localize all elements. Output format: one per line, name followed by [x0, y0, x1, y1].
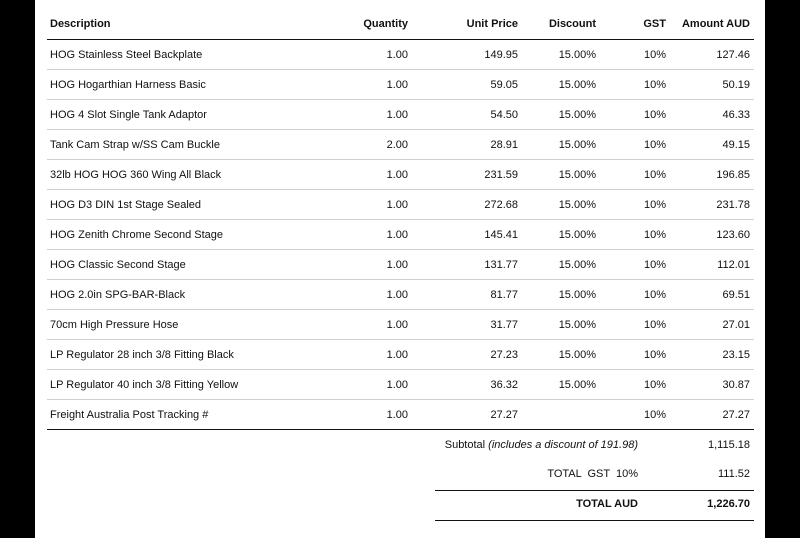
table-row: [47, 400, 754, 430]
item-discount: 15.00%: [522, 100, 600, 130]
item-discount: 15.00%: [522, 220, 600, 250]
item-description: HOG Stainless Steel Backplate: [47, 40, 322, 70]
grand-total-row: [435, 490, 754, 521]
item-description: HOG Zenith Chrome Second Stage: [47, 220, 322, 250]
gst-total-value: 111.52: [717, 468, 750, 480]
item-gst: 10%: [600, 190, 670, 220]
table-row: [47, 280, 754, 310]
item-gst: 10%: [600, 100, 670, 130]
item-amount: 23.15: [670, 340, 754, 370]
item-quantity: 2.00: [322, 130, 412, 160]
item-description: 70cm High Pressure Hose: [47, 310, 322, 340]
grand-total-value: 1,226.70: [707, 498, 750, 510]
item-unit-price: 36.32: [412, 370, 522, 400]
item-gst: 10%: [600, 340, 670, 370]
column-header-quantity: Quantity: [322, 8, 412, 40]
item-amount: 27.27: [670, 400, 754, 430]
table-row: [47, 190, 754, 220]
item-gst: 10%: [600, 160, 670, 190]
item-discount: 15.00%: [522, 190, 600, 220]
item-description: HOG D3 DIN 1st Stage Sealed: [47, 190, 322, 220]
item-amount: 49.15: [670, 130, 754, 160]
item-unit-price: 31.77: [412, 310, 522, 340]
table-row: [47, 40, 754, 70]
item-quantity: 1.00: [322, 40, 412, 70]
item-discount: 15.00%: [522, 340, 600, 370]
item-quantity: 1.00: [322, 310, 412, 340]
item-discount: 15.00%: [522, 280, 600, 310]
item-discount: [522, 400, 600, 430]
item-discount: 15.00%: [522, 40, 600, 70]
item-amount: 123.60: [670, 220, 754, 250]
column-header-discount: Discount: [522, 8, 600, 40]
item-gst: 10%: [600, 370, 670, 400]
item-description: HOG 4 Slot Single Tank Adaptor: [47, 100, 322, 130]
line-items-table: [47, 8, 754, 430]
item-description: HOG Classic Second Stage: [47, 250, 322, 280]
item-unit-price: 81.77: [412, 280, 522, 310]
item-discount: 15.00%: [522, 130, 600, 160]
table-row: [47, 100, 754, 130]
item-discount: 15.00%: [522, 250, 600, 280]
item-quantity: 1.00: [322, 160, 412, 190]
item-quantity: 1.00: [322, 70, 412, 100]
table-row: [47, 310, 754, 340]
item-discount: 15.00%: [522, 370, 600, 400]
item-unit-price: 272.68: [412, 190, 522, 220]
table-row: [47, 130, 754, 160]
item-quantity: 1.00: [322, 220, 412, 250]
item-amount: 196.85: [670, 160, 754, 190]
table-row: [47, 70, 754, 100]
item-quantity: 1.00: [322, 280, 412, 310]
item-quantity: 1.00: [322, 340, 412, 370]
item-gst: 10%: [600, 310, 670, 340]
column-header-gst: GST: [600, 8, 670, 40]
item-unit-price: 131.77: [412, 250, 522, 280]
item-amount: 27.01: [670, 310, 754, 340]
item-description: LP Regulator 40 inch 3/8 Fitting Yellow: [47, 370, 322, 400]
table-row: [47, 160, 754, 190]
item-quantity: 1.00: [322, 400, 412, 430]
item-gst: 10%: [600, 400, 670, 430]
table-row: [47, 220, 754, 250]
item-quantity: 1.00: [322, 370, 412, 400]
subtotal-discount-note: (includes a discount of 191.98): [488, 439, 638, 451]
item-description: LP Regulator 28 inch 3/8 Fitting Black: [47, 340, 322, 370]
item-unit-price: 59.05: [412, 70, 522, 100]
grand-total-label: TOTAL AUD: [576, 498, 638, 510]
item-gst: 10%: [600, 250, 670, 280]
subtotal-label: [445, 439, 638, 451]
column-header-description: Description: [47, 8, 322, 40]
item-gst: 10%: [600, 70, 670, 100]
item-quantity: 1.00: [322, 100, 412, 130]
item-unit-price: 28.91: [412, 130, 522, 160]
item-amount: 127.46: [670, 40, 754, 70]
item-description: 32lb HOG HOG 360 Wing All Black: [47, 160, 322, 190]
item-description: Tank Cam Strap w/SS Cam Buckle: [47, 130, 322, 160]
table-row: [47, 250, 754, 280]
item-amount: 69.51: [670, 280, 754, 310]
item-amount: 46.33: [670, 100, 754, 130]
column-header-unit-price: Unit Price: [412, 8, 522, 40]
subtotal-label-text: Subtotal: [444, 439, 486, 451]
item-discount: 15.00%: [522, 160, 600, 190]
item-description: Freight Australia Post Tracking #: [47, 400, 322, 430]
item-amount: 30.87: [670, 370, 754, 400]
item-description: HOG Hogarthian Harness Basic: [47, 70, 322, 100]
item-quantity: 1.00: [322, 250, 412, 280]
item-amount: 112.01: [670, 250, 754, 280]
table-row: [47, 370, 754, 400]
line-items-body: [47, 40, 754, 430]
item-unit-price: 27.23: [412, 340, 522, 370]
item-gst: 10%: [600, 130, 670, 160]
totals-section: [435, 431, 754, 521]
invoice-page: [35, 0, 765, 538]
item-gst: 10%: [600, 280, 670, 310]
item-discount: 15.00%: [522, 310, 600, 340]
item-unit-price: 54.50: [412, 100, 522, 130]
table-row: [47, 340, 754, 370]
gst-total-label: TOTAL GST 10%: [547, 468, 638, 480]
gst-total-row: [435, 460, 754, 489]
item-quantity: 1.00: [322, 190, 412, 220]
item-description: HOG 2.0in SPG-BAR-Black: [47, 280, 322, 310]
item-unit-price: 231.59: [412, 160, 522, 190]
column-header-amount: Amount AUD: [670, 8, 754, 40]
item-amount: 231.78: [670, 190, 754, 220]
subtotal-row: [435, 431, 754, 460]
table-header-row: [47, 8, 754, 40]
item-unit-price: 149.95: [412, 40, 522, 70]
item-unit-price: 145.41: [412, 220, 522, 250]
item-gst: 10%: [600, 40, 670, 70]
item-unit-price: 27.27: [412, 400, 522, 430]
item-amount: 50.19: [670, 70, 754, 100]
item-discount: 15.00%: [522, 70, 600, 100]
subtotal-value: 1,115.18: [707, 439, 750, 451]
item-gst: 10%: [600, 220, 670, 250]
